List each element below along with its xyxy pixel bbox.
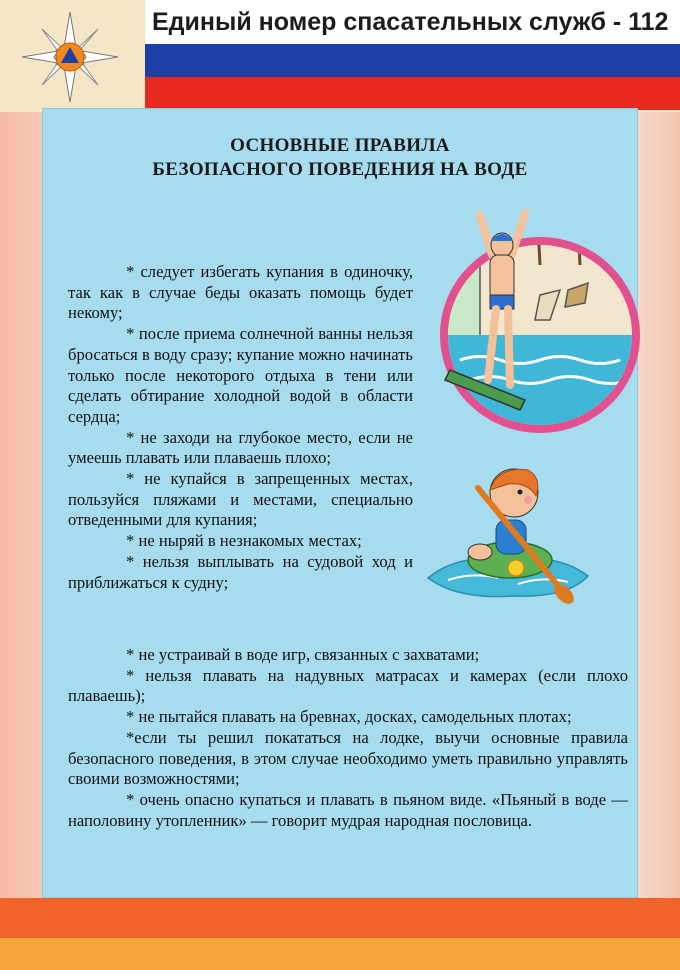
bottom-orange-stripe: [0, 898, 680, 938]
rule-item: * не пытайся плавать на бревнах, досках, самодельных плотах;: [126, 707, 572, 727]
bottom-yellow-stripe: [0, 938, 680, 970]
rules-wide-column: [68, 645, 628, 831]
rule-item: * следует избегать купания в одиночку, так как в случае беды оказать помощь будет некому;: [68, 262, 413, 323]
rule-item: * очень опасно купаться и плавать в пьяном виде. «Пьяный в воде — наполовину утопленник» — говорит мудрая народная пословица.: [68, 789, 628, 830]
child-rowing-boat-illustration: [418, 448, 598, 613]
page-title-line2: БЕЗОПАСНОГО ПОВЕДЕНИЯ НА ВОДЕ: [152, 159, 528, 180]
rule-item: * не купайся в запрещенных местах, пользуйся пляжами и местами, специально отведенными для купания;: [68, 469, 413, 530]
rule-item: * после приема солнечной ванны нельзя бросаться в воду сразу; купание можно начинать только после некоторого отдыха в тени или сделать обтирание холодной водой в области сердца;: [68, 324, 413, 426]
header-red-stripe: [145, 77, 680, 110]
page-title-line1: ОСНОВНЫЕ ПРАВИЛА: [230, 135, 450, 156]
header-title: Единый номер спасательных служб - 112: [152, 8, 669, 36]
rule-item: * не устраивай в воде игр, связанных с захватами;: [126, 645, 480, 664]
page-title: [42, 134, 638, 182]
rule-item: * нельзя выплывать на судовой ход и приближаться к судну;: [68, 551, 413, 592]
boy-diving-into-pool-illustration: [420, 195, 645, 440]
left-border-band: [0, 108, 40, 898]
rule-item: *если ты решил покататься на лодке, выучи основные правила безопасного поведения, в этом случае необходимо уметь правильно управлять своими возможностями;: [68, 727, 628, 789]
emergency-star-emblem-icon: [20, 10, 120, 105]
header-blue-stripe: [145, 44, 680, 77]
header: [0, 0, 680, 112]
rule-item: * не ныряй в незнакомых местах;: [126, 531, 362, 551]
rules-narrow-column: [68, 262, 413, 593]
rule-item: * не заходи на глубокое место, если не умеешь плавать или плаваешь плохо;: [68, 427, 413, 468]
rule-item: * нельзя плавать на надувных матрасах и камерах (если плохо плаваешь);: [68, 665, 628, 706]
